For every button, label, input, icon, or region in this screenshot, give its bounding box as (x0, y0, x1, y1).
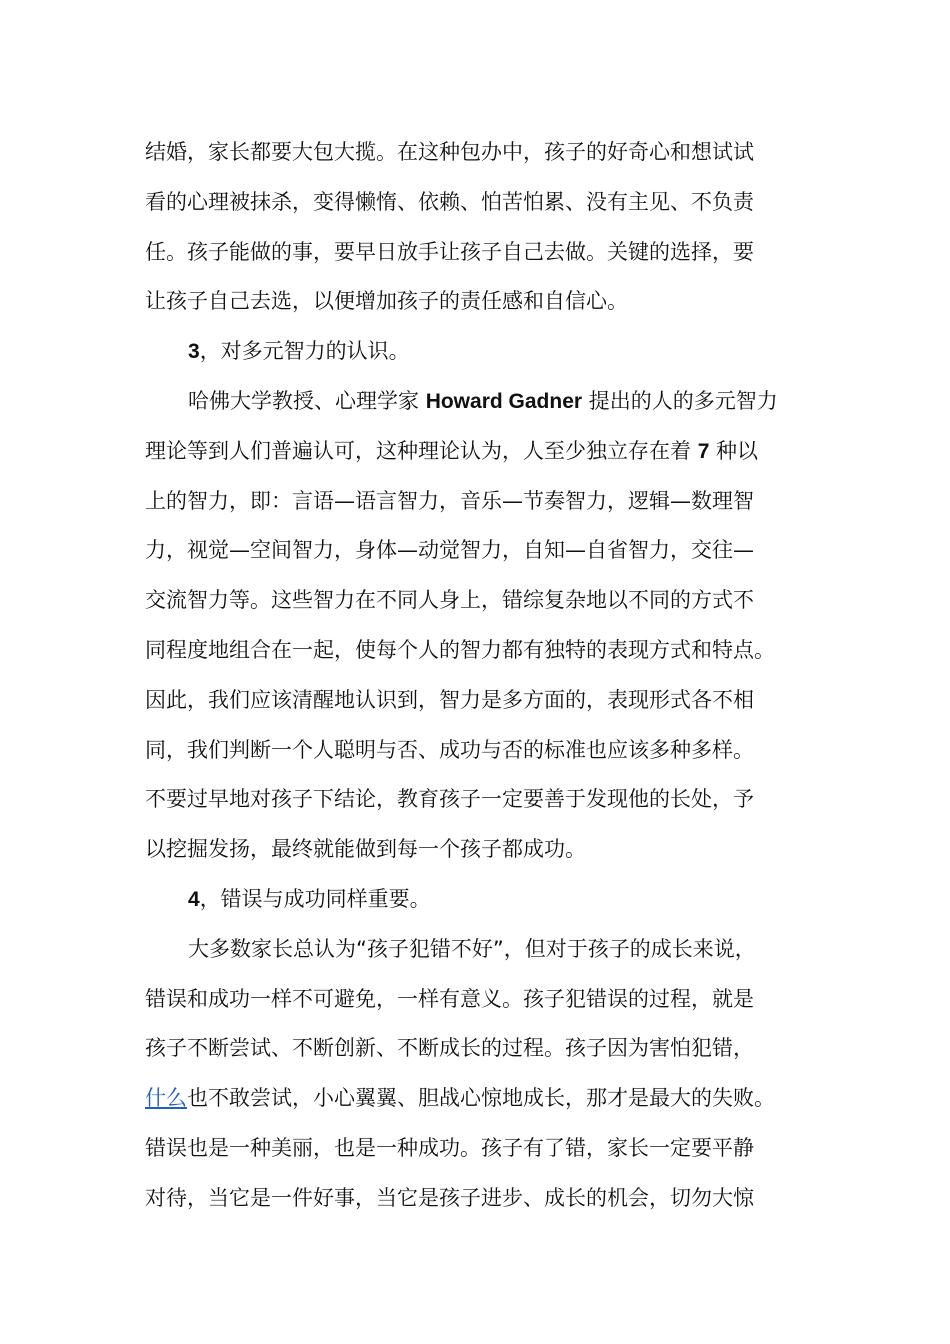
text-line: 上的智力，即：言语—语言智力，音乐—节奏智力，逻辑—数理智 (145, 488, 754, 513)
text-line: 对待，当它是一件好事，当它是孩子进步、成长的机会，切勿大惊 (145, 1185, 754, 1210)
text-line: 不要过早地对孩子下结论，教育孩子一定要善于发现他的长处，予 (145, 787, 754, 812)
text-line: 孩子不断尝试、不断创新、不断成长的过程。孩子因为害怕犯错， (145, 1036, 754, 1061)
text-fragment: 理论等到人们普遍认可，这种理论认为，人至少独立存在着 (145, 438, 698, 463)
text-fragment: 种以 (709, 438, 759, 463)
section-number: 3 (188, 340, 200, 364)
text-line: 力，视觉—空间智力，身体—动觉智力，自知—自省智力，交往— (145, 538, 754, 563)
section-title: ，错误与成功同样重要。 (199, 886, 431, 911)
section-heading-3 (145, 327, 825, 377)
text-line: 因此，我们应该清醒地认识到，智力是多方面的，表现形式各不相 (145, 687, 754, 712)
text-line: 以挖掘发扬，最终就能做到每一个孩子都成功。 (145, 837, 586, 862)
hyperlink[interactable]: 什么 (145, 1086, 187, 1111)
text-line: 任。孩子能做的事，要早日放手让孩子自己去做。关键的选择，要 (145, 239, 754, 264)
person-name: Howard Gadner (425, 389, 583, 413)
section-heading-4 (145, 875, 825, 925)
section-title: ，对多元智力的认识。 (199, 339, 410, 364)
text-line: 大多数家长总认为“孩子犯错不好”，但对于孩子的成长来说， (188, 936, 756, 961)
document-body (145, 128, 825, 1224)
text-line (145, 427, 825, 477)
text-line: 结婚，家长都要大包大揽。在这种包办中，孩子的好奇心和想试试 (145, 140, 754, 164)
number-value: 7 (697, 439, 710, 463)
text-line: 同程度地组合在一起，使每个人的智力都有独特的表现方式和特点。 (145, 637, 775, 662)
text-line: 让孩子自己去选，以便增加孩子的责任感和自信心。 (145, 289, 628, 314)
text-line: 同，我们判断一个人聪明与否、成功与否的标准也应该多种多样。 (145, 737, 754, 762)
text-line (145, 1074, 825, 1124)
text-fragment: 哈佛大学教授、心理学家 (188, 388, 426, 413)
text-line: 错误和成功一样不可避免，一样有意义。孩子犯错误的过程，就是 (145, 986, 754, 1011)
text-line: 看的心理被抹杀，变得懒惰、依赖、怕苦怕累、没有主见、不负责 (145, 189, 754, 214)
text-line: 交流智力等。这些智力在不同人身上，错综复杂地以不同的方式不 (145, 588, 754, 613)
text-fragment: 也不敢尝试，小心翼翼、胆战心惊地成长，那才是最大的失败。 (187, 1086, 775, 1111)
text-line (145, 377, 825, 427)
text-fragment: 提出的人的多元智力 (582, 388, 778, 413)
text-line: 错误也是一种美丽，也是一种成功。孩子有了错，家长一定要平静 (145, 1135, 754, 1160)
section-number: 4 (188, 887, 200, 911)
